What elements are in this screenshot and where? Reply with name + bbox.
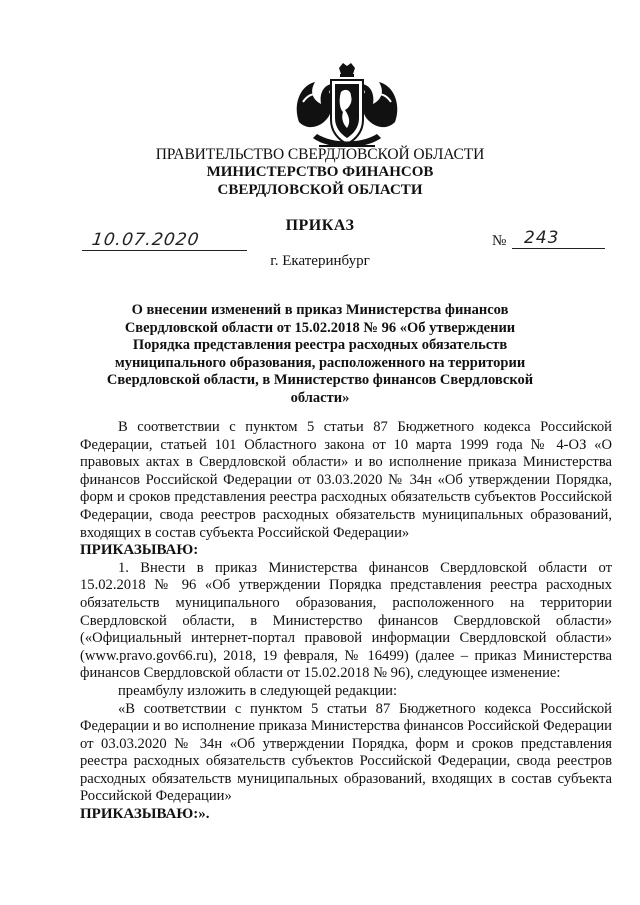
order-heading: ПРИКАЗЫВАЮ: [80, 542, 199, 559]
ministry-name: МИНИСТЕРСТВО ФИНАНСОВ [206, 164, 434, 180]
document-type: ПРИКАЗ [285, 217, 355, 234]
number-field [512, 226, 605, 249]
order-heading-quoted: ПРИКАЗЫВАЮ:». [80, 806, 210, 823]
paragraph-item-1: 1. Внести в приказ Министерства финансов Свердловской области от 15.02.2018 № 96 «Об утверждении Порядка представления реестра расходных обязательств муниципального образования, расположенного на территории Свердловской области, в Министерство финансов Свердловской области» («Официальный интернет-портал правовой информации Свердловской области» (www.pravo.gov66.ru), 2018, 19 февраля, № 16499) (далее – приказ Министерства финансов Свердловской области от 15.02.2018 № 96), следующее изменение: [80, 559, 612, 682]
government-name: ПРАВИТЕЛЬСТВО СВЕРДЛОВСКОЙ ОБЛАСТИ [155, 146, 485, 163]
coat-of-arms-icon [289, 62, 405, 154]
number-label: № [492, 233, 507, 249]
document-body [80, 419, 612, 824]
region-name: СВЕРДЛОВСКОЙ ОБЛАСТИ [217, 182, 423, 198]
date-field [82, 226, 247, 251]
paragraph-new-preamble: «В соответствии с пунктом 5 статьи 87 Бюджетного кодекса Российской Федерации и во исполнение приказа Министерства финансов Российской Федерации от 03.03.2020 № 34н «Об утверждении Порядка, форм и сроков представления реестра расходных обязательств субъектов Российской Федерации, свода реестров расходных обязательств муниципальных образований, входящих в состав субъекта Российской Федерации» [80, 700, 612, 805]
handwritten-date: 10.07.2020 [90, 230, 201, 250]
paragraph-preamble: В соответствии с пунктом 5 статьи 87 Бюджетного кодекса Российской Федерации, статьей 101 Областного закона от 10 марта 1999 года № 4-ОЗ «О правовых актах в Свердловской области» и во исполнение приказа Министерства финансов Российской Федерации от 03.03.2020 № 34н «Об утверждении Порядка, форм и сроков представления реестра расходных обязательств субъектов Российской Федерации, свода реестров расходных обязательств муниципальных образований, входящих в состав субъекта Российской Федерации» [80, 419, 612, 541]
document-title: О внесении изменений в приказ Министерства финансов Свердловской области от 15.02.2018 № 96 «Об утверждении Порядка представления реестра расходных обязательств муниципального образования, расположенного на территории Свердловской области, в Министерство финансов Свердловской области» [106, 302, 534, 406]
handwritten-number: 243 [524, 228, 560, 248]
city: г. Екатеринбург [270, 253, 370, 269]
paragraph-instruction: преамбулу изложить в следующей редакции: [118, 682, 398, 699]
